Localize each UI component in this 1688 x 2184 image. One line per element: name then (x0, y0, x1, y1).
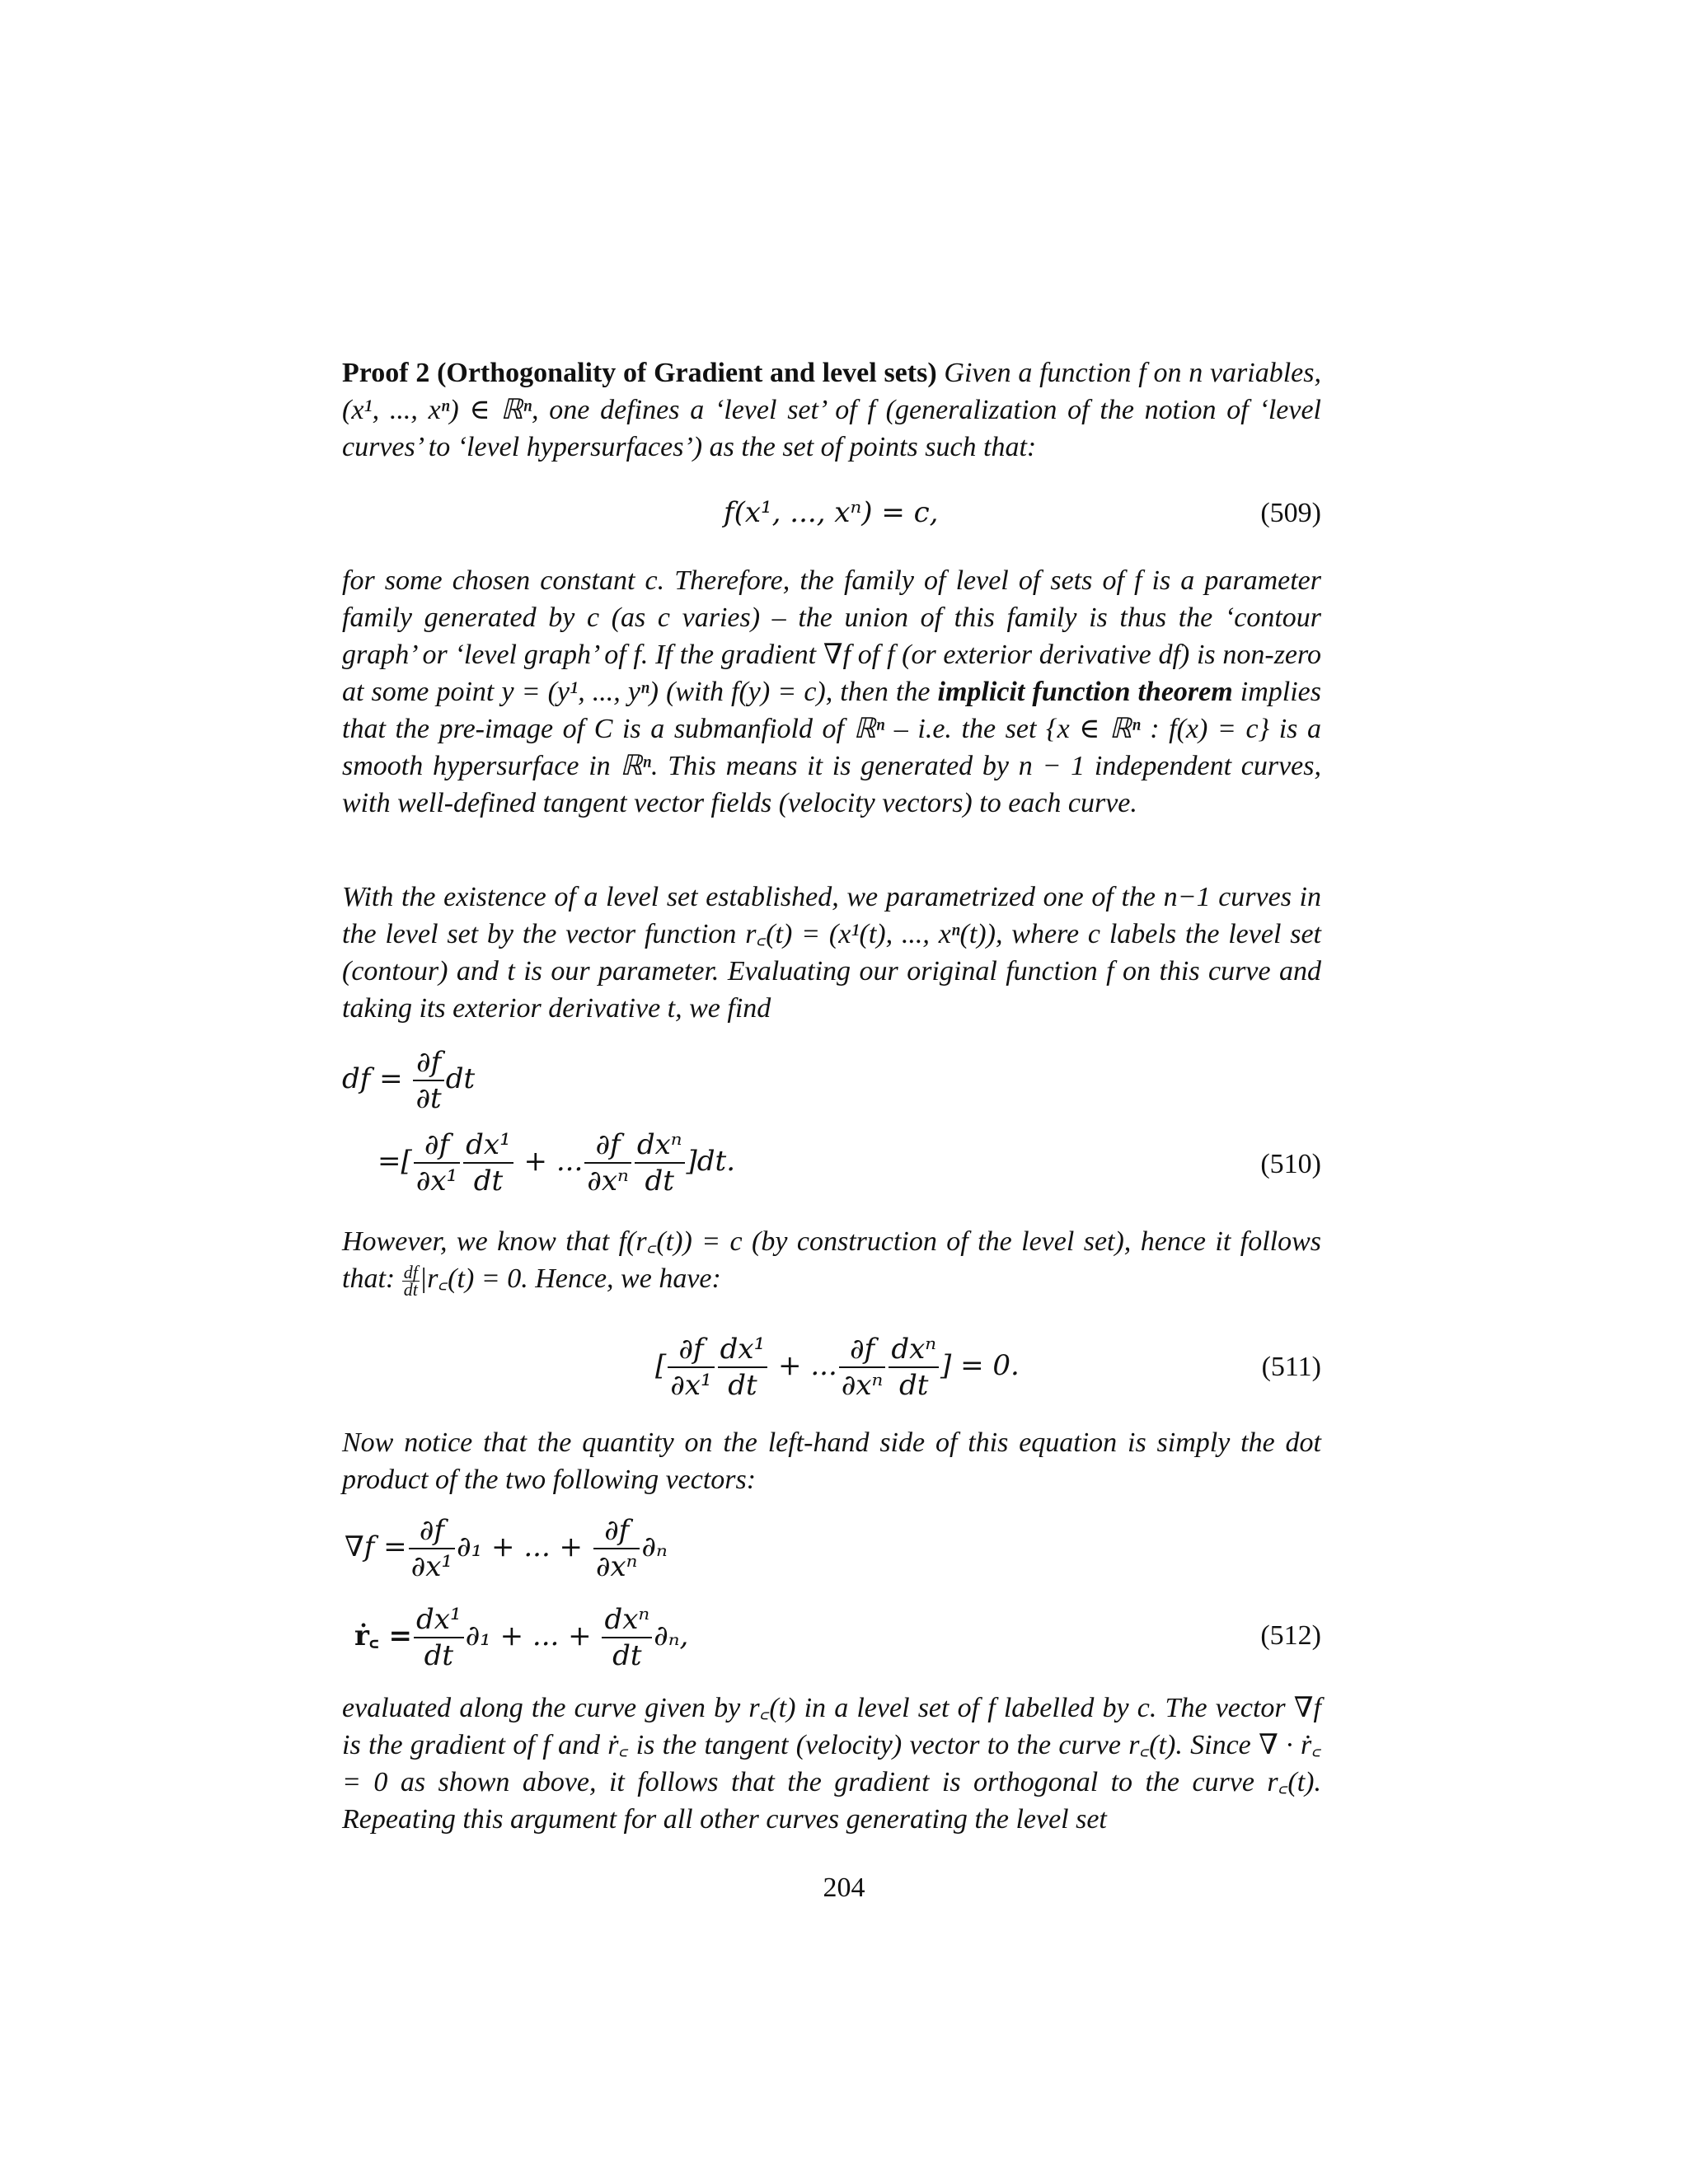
eq512-rdot-lhs: ṙ꜀ = (354, 1619, 413, 1652)
eq511-tail: ] = 0. (940, 1349, 1020, 1382)
eq510-frac-3 (584, 1127, 631, 1198)
eq512-l1-mid: ∂₁ + ... + (457, 1530, 584, 1563)
frac-numerator: dxⁿ (635, 1127, 685, 1164)
frac-numerator: ∂f (593, 1513, 640, 1549)
frac-numerator: ∂f (584, 1127, 631, 1164)
level-set-text-b: implies that the pre-image of C is a submanfiold of ℝⁿ – i.e. the set {x ∈ ℝⁿ : f(x) = c} is a smooth hypersurface in ℝⁿ. This means it is generated by n − 1 independent curves, with well-defined tangent vector fields (velocity vectors) to each curve. (342, 677, 1321, 818)
frac-denominator: ∂x¹ (415, 1165, 458, 1197)
proof-intro-paragraph (342, 354, 1321, 466)
frac-denominator: dt (424, 1639, 454, 1672)
eq512-l2-frac-2 (602, 1602, 652, 1673)
implicit-function-theorem-term: implicit function theorem (937, 677, 1233, 707)
eq511-ellipsis: + ... (778, 1349, 837, 1382)
level-set-text-a: for some chosen constant c. Therefore, the family of level of sets of f is a parameter family generated by c (as c varies) – the union of this family is thus the ‘contour graph’ or ‘level graph’ of f. If the gradient ∇f of f (or exterior derivative df) is non-zero at some point y = (y¹, ..., yⁿ) (with f(y) = c), then the (342, 565, 1321, 707)
equation-number-511: (511) (1261, 1352, 1321, 1382)
frac-denominator: dt (728, 1369, 757, 1402)
parametrization-paragraph (342, 879, 1321, 1027)
eq510-ellipsis: + ... (523, 1145, 584, 1178)
eq510-df-lhs: df = (342, 1062, 403, 1095)
eq510-dt: dt (445, 1062, 476, 1095)
frac-numerator: df (403, 1261, 418, 1282)
eq511-frac-2 (718, 1332, 768, 1403)
eq512-l2-mid: ∂₁ + ... + (465, 1619, 592, 1652)
equation-number-512: (512) (1260, 1620, 1321, 1651)
final-paragraph (342, 1690, 1321, 1838)
eq510-frac-2 (463, 1127, 513, 1198)
frac-denominator: dt (473, 1165, 504, 1197)
equation-509-body: f(x¹, ..., xⁿ) = c, (724, 496, 939, 529)
equation-510-line-2 (377, 1127, 735, 1198)
however-line-2-end: |r꜀(t) = 0. Hence, we have: (419, 1263, 721, 1294)
eq510-frac-1 (414, 1127, 460, 1198)
equation-number-509: (509) (1260, 498, 1321, 528)
frac-numerator: ∂f (409, 1513, 455, 1549)
frac-denominator: ∂t (415, 1082, 442, 1115)
frac-numerator: ∂f (414, 1127, 460, 1164)
eq512-l1-tail: ∂ₙ (641, 1530, 668, 1563)
however-line-1: However, we know that f(r꜀(t)) = c (by construction of the level set), hence it (342, 1226, 1231, 1257)
frac-numerator: dx¹ (414, 1602, 464, 1638)
frac-denominator: ∂x¹ (410, 1550, 453, 1583)
frac-numerator: ∂f (668, 1332, 714, 1368)
equation-number-510: (510) (1260, 1149, 1321, 1179)
notice-paragraph (342, 1424, 1321, 1498)
equation-510-line-1 (342, 1045, 475, 1116)
however-paragraph (342, 1223, 1321, 1298)
frac-numerator: dx¹ (718, 1332, 768, 1368)
frac-numerator: dxⁿ (602, 1602, 652, 1638)
eq511-open: [ (655, 1349, 667, 1382)
equation-511 (655, 1332, 1020, 1403)
eq512-l1-frac-1 (409, 1513, 455, 1584)
proof-intro-text: Given a function f on n variables, (x¹, ..., xⁿ) ∈ ℝⁿ, one defines a ‘level set’ of f (generalization of the notion of ‘level curves’ to ‘level hypersurfaces’) as the set of points such that: (342, 358, 1321, 462)
parametrization-text: With the existence of a level set established, we parametrized one of the n−1 curves in the level set by the vector function r꜀(t) = (x¹(t), ..., xⁿ(t)), where c labels the level set (contour) and t is our parameter. Evaluating our original function f on this curve and taking its exterior derivative t, we find (342, 882, 1321, 1024)
frac-denominator: dt (612, 1639, 642, 1672)
frac-numerator: ∂f (839, 1332, 886, 1368)
frac-denominator: dt (645, 1165, 674, 1197)
eq512-grad-lhs: ∇f = (345, 1530, 407, 1563)
equation-509 (724, 496, 938, 529)
frac-denominator: ∂xⁿ (841, 1369, 884, 1402)
eq510-frac-df-dt (413, 1045, 443, 1116)
level-set-paragraph (342, 562, 1321, 822)
eq512-l2-tail: ∂ₙ, (654, 1619, 689, 1652)
eq510-frac-4 (635, 1127, 685, 1198)
frac-numerator: dxⁿ (889, 1332, 939, 1368)
frac-denominator: ∂xⁿ (587, 1165, 629, 1197)
equation-512-line-2 (354, 1602, 688, 1673)
eq512-l1-frac-2 (593, 1513, 640, 1584)
frac-denominator: dt (403, 1278, 418, 1300)
equation-512-line-1 (345, 1513, 668, 1584)
frac-denominator: dt (898, 1369, 929, 1402)
frac-denominator: ∂x¹ (670, 1369, 712, 1402)
however-line-2-start: follows that: (342, 1226, 1321, 1294)
df-dt-inline-fraction (402, 1261, 420, 1300)
frac-numerator: ∂f (413, 1045, 443, 1081)
eq511-frac-1 (668, 1332, 714, 1403)
eq511-frac-4 (889, 1332, 939, 1403)
page-number: 204 (823, 1872, 865, 1903)
eq511-frac-3 (839, 1332, 886, 1403)
proof-heading: Proof 2 (Orthogonality of Gradient and level sets) (342, 358, 937, 388)
eq510-open: =[ (377, 1145, 412, 1178)
eq512-l2-frac-1 (414, 1602, 464, 1673)
frac-denominator: ∂xⁿ (595, 1550, 638, 1583)
notice-text: Now notice that the quantity on the left-hand side of this equation is simply the dot product of the two following vectors: (342, 1427, 1321, 1495)
frac-numerator: dx¹ (463, 1127, 513, 1164)
final-text: evaluated along the curve given by r꜀(t) in a level set of f labelled by c. The vector ∇f is the gradient of f and ṙ꜀ is the tangent (velocity) vector to the curve r꜀(t). Since ∇ · ṙ꜀ = 0 as shown above, it follows that the gradient is orthogonal to the curve r꜀(t). Repeating this argument for all other curves generating the level set (342, 1693, 1321, 1835)
eq510-tail: ]dt. (686, 1145, 736, 1178)
